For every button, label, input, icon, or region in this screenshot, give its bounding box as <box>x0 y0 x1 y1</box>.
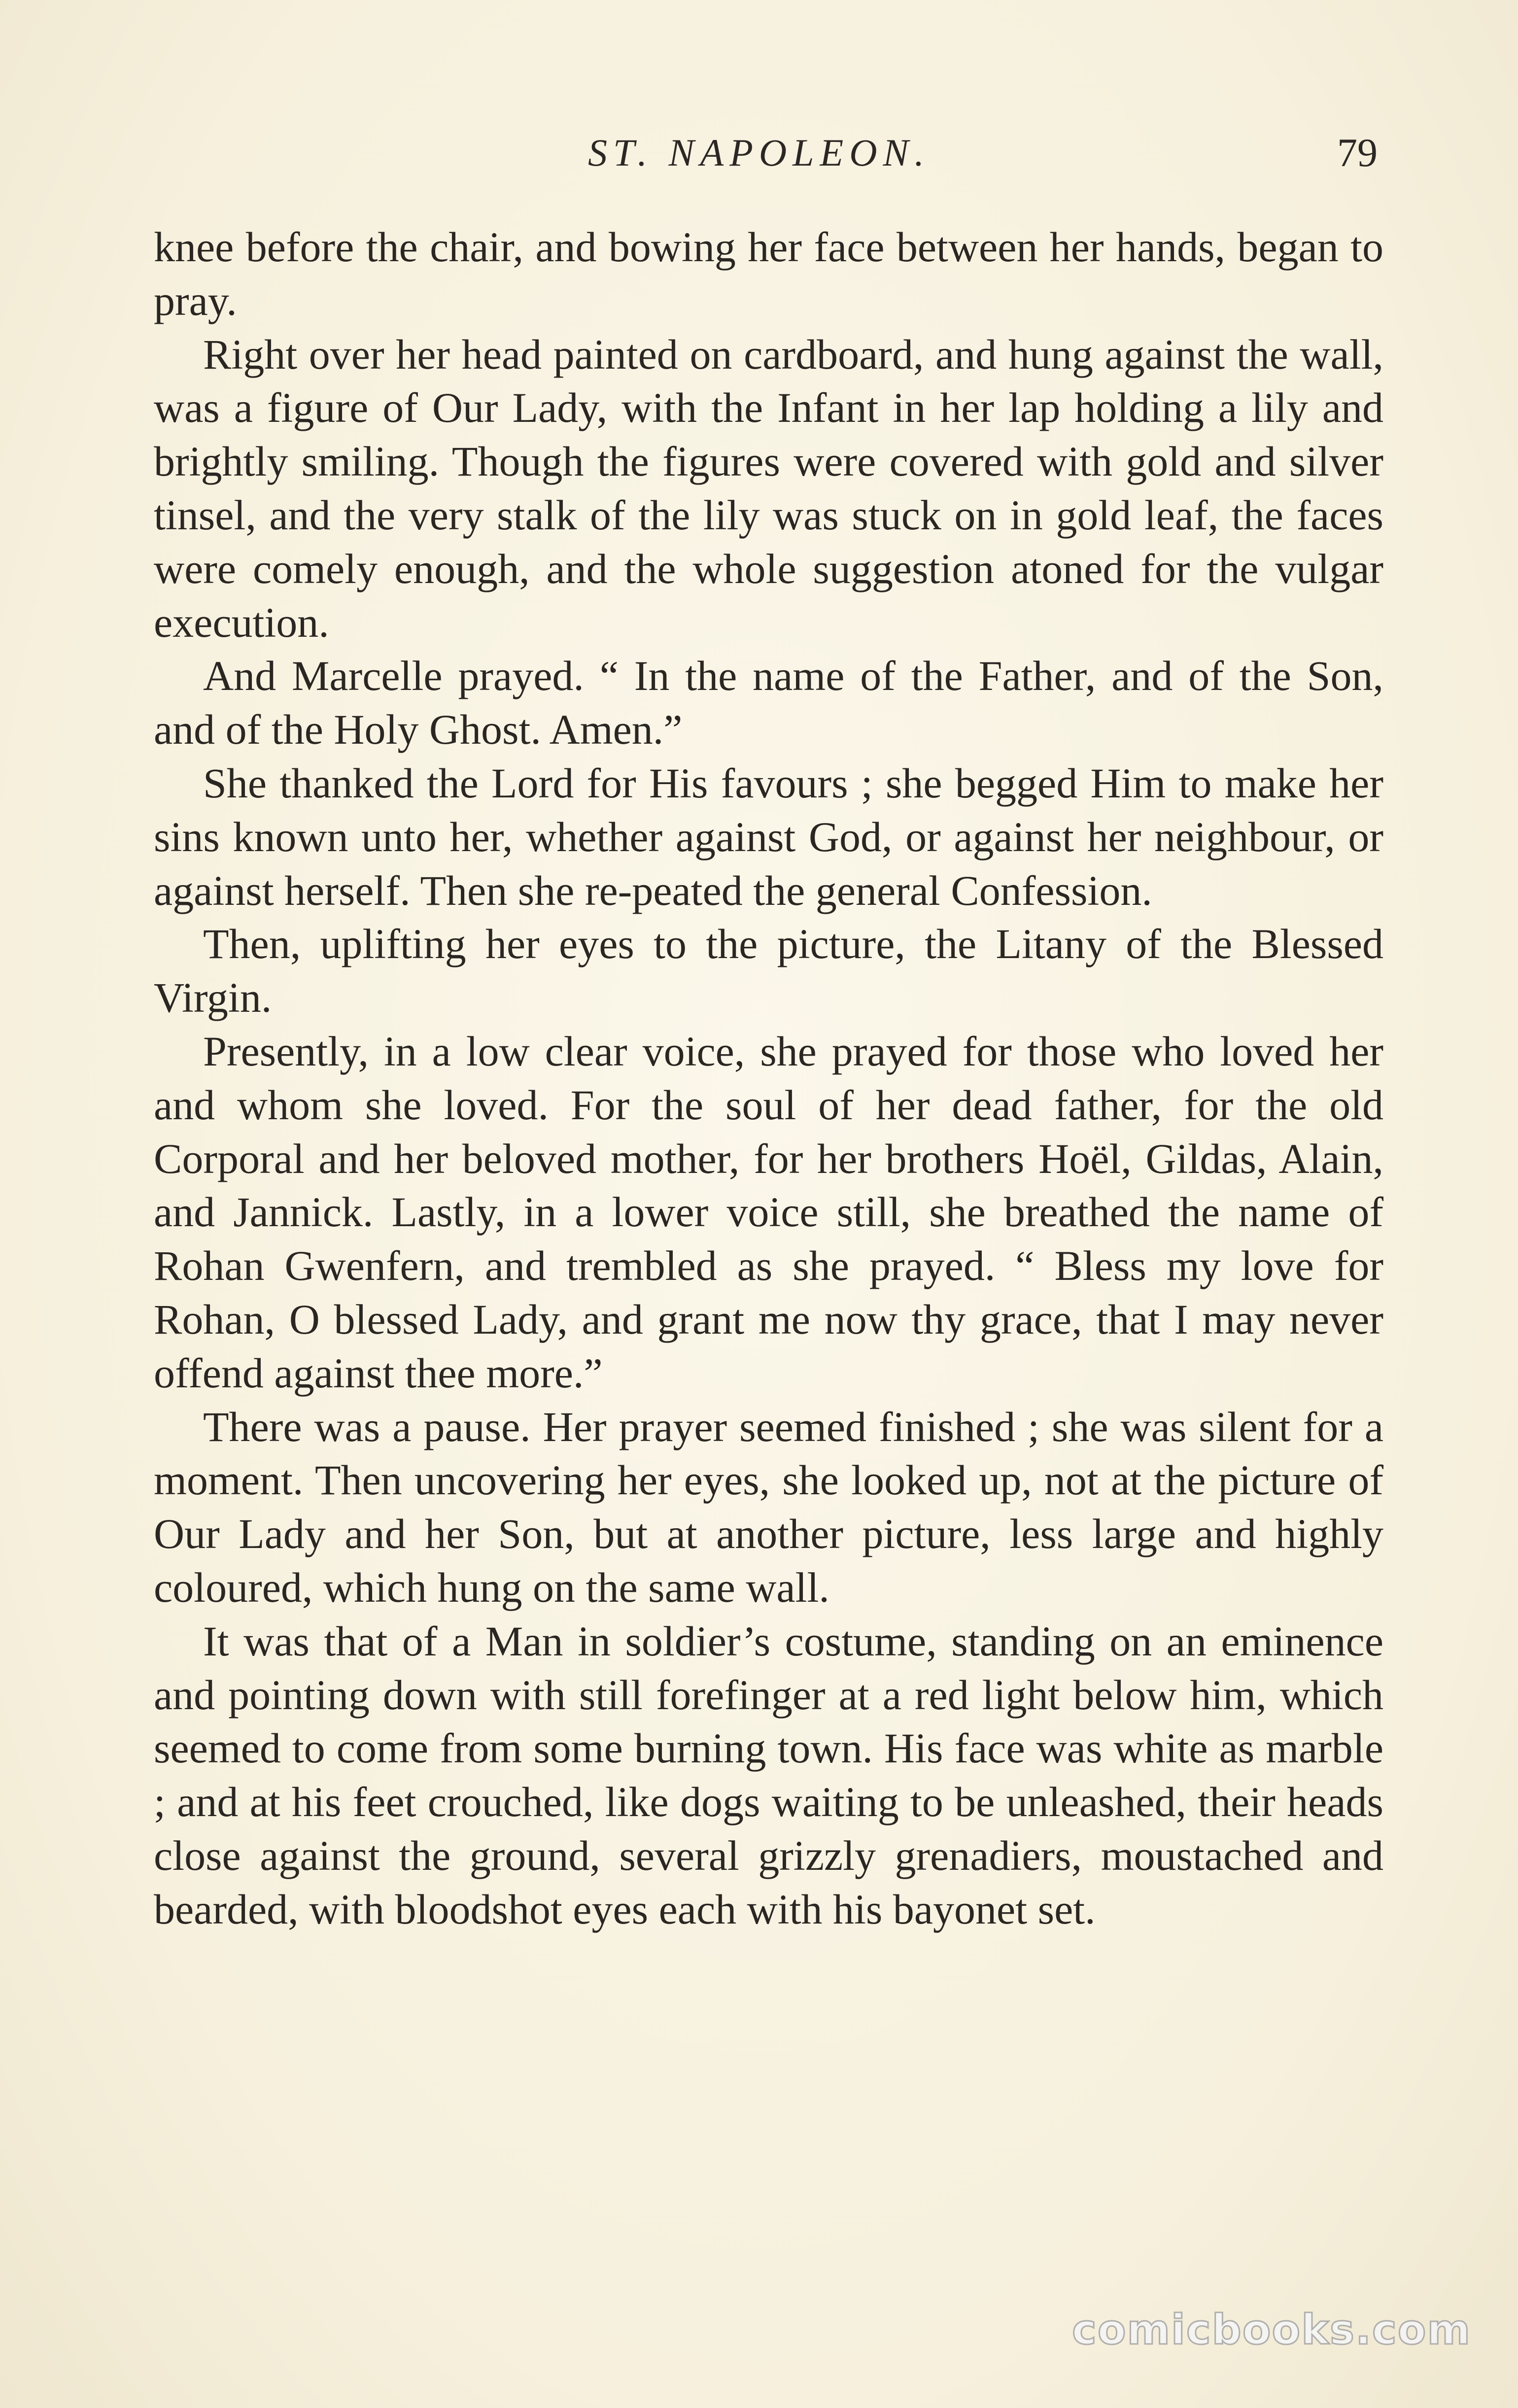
running-head <box>0 126 1518 180</box>
paragraph-thanked-lord: She thanked the Lord for His favours ; she begged Him to make her sins known unto her, whether against God, or against her neighbour, or against herself. Then she re-peated the general Confession. <box>154 759 1383 914</box>
paragraph-prayed-for-loved: Presently, in a low clear voice, she prayed for those who loved her and whom she loved. For the soul of her dead father, for the old Corporal and her beloved mother, for her brothers Hoël, Gildas, Alain, and Jannick. Lastly, in a lower voice still, she breathed the name of Rohan Gwenfern, and trembled as she prayed. “ Bless my love for Rohan, O blessed Lady, and grant me now thy grace, that I may never offend against thee more.” <box>154 1027 1383 1397</box>
paragraph-soldier-picture: It was that of a Man in soldier’s costume, standing on an eminence and pointing down with still forefinger at a red light below him, which seemed to come from some burning town. His face was white as marble ; and at his feet crouched, like dogs waiting to be unleashed, their heads close against the ground, several grizzly grenadiers, moustached and bearded, with bloodshot eyes each with his bayonet set. <box>154 1617 1383 1933</box>
watermark-logo: comicbooks.com <box>1072 2305 1471 2354</box>
running-title: ST. NAPOLEON. <box>587 131 931 174</box>
page-number: 79 <box>1337 130 1378 175</box>
paragraph-pause: There was a pause. Her prayer seemed finished ; she was silent for a moment. Then uncovering her eyes, she looked up, not at the picture of Our Lady and her Son, but at another picture, less large and highly coloured, which hung on the same wall. <box>154 1403 1383 1611</box>
paragraph-lady-picture: Right over her head painted on cardboard, and hung against the wall, was a figure of Our Lady, with the Infant in her lap holding a lily and brightly smiling. Though the figures were covered with gold and silver tinsel, and the very stalk of the lily was stuck on in gold leaf, the faces were comely enough, and the whole suggestion atoned for the vulgar execution. <box>154 330 1383 646</box>
paragraph-litany: Then, uplifting her eyes to the picture, the Litany of the Blessed Virgin. <box>154 920 1383 1022</box>
paragraph-marcelle-prayed: And Marcelle prayed. “ In the name of the Father, and of the Son, and of the Holy Ghost. Amen.” <box>154 652 1383 754</box>
paragraph-continuation: knee before the chair, and bowing her face between her hands, began to pray. <box>154 223 1383 324</box>
body-text <box>154 220 1383 1936</box>
